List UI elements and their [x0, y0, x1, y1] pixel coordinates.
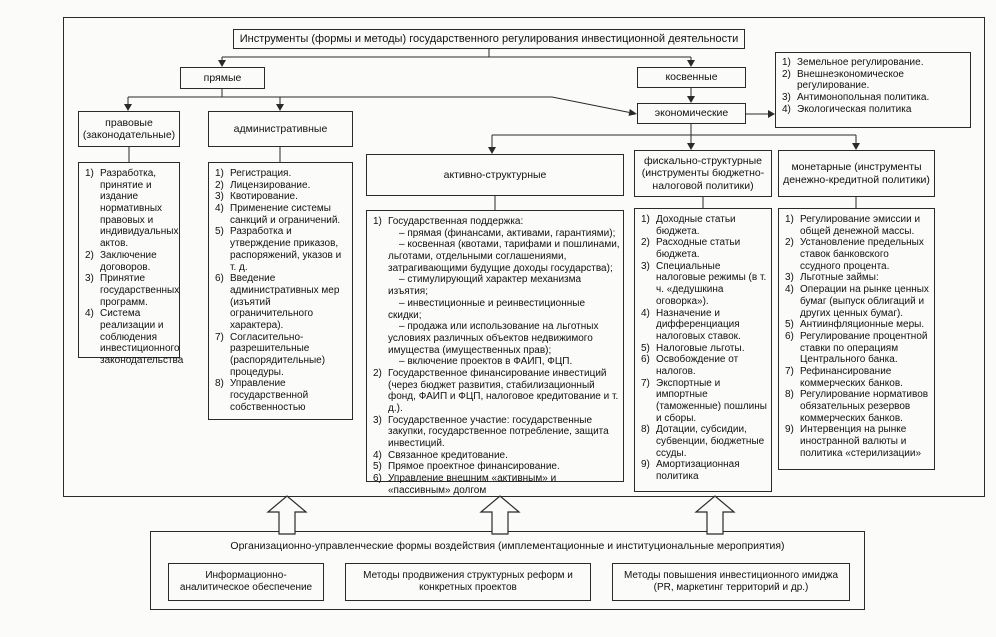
list-item-text: Введение административных мер (изъятий ограничительного характера).	[230, 273, 340, 331]
list-item	[84, 273, 180, 308]
list-item-number: 8)	[785, 389, 794, 401]
list-item-number: 5)	[641, 342, 650, 354]
list-item-number: 4)	[215, 203, 224, 215]
list-item-text: Разработка и утверждение приказов, распоряжений, указов и т. д.	[230, 226, 342, 273]
list-item-text: Управление внешним «активным» и «пассивным» долгом	[388, 473, 557, 496]
list-subitem: – прямая (финансами, активами, гарантиями);	[399, 227, 616, 239]
fiscal-instruments-list	[634, 208, 772, 492]
list-item-number: 3)	[373, 414, 382, 426]
list-item-number: 4)	[641, 307, 650, 319]
list-item-text: Операции на рынке ценных бумаг (выпуск облигаций и других ценных бумаг).	[800, 284, 929, 319]
node-active-structural	[366, 154, 624, 196]
list-item-number: 7)	[215, 331, 224, 343]
list-item	[372, 368, 620, 415]
list-item	[784, 319, 931, 331]
list-item-text: Регулирование эмиссии и общей денежной массы.	[800, 214, 921, 237]
list-item-text: Антимонопольная политика.	[797, 92, 930, 104]
list-item	[784, 272, 931, 284]
list-item-number: 2)	[373, 367, 382, 379]
list-item	[781, 92, 967, 104]
list-item	[84, 168, 179, 250]
list-item-text: Лицензирование.	[230, 179, 311, 191]
info-analytic-support-box	[168, 563, 324, 601]
list-item-number: 9)	[785, 424, 794, 436]
list-item-number: 1)	[782, 57, 791, 68]
list-item	[214, 226, 349, 273]
list-item-number: 1)	[373, 216, 382, 227]
list-item-text: Внешнеэкономическое регулирование.	[797, 68, 904, 92]
node-economic	[637, 103, 746, 124]
list-item-number: 9)	[641, 459, 650, 471]
list-item-text: Назначение и дифференциация налоговых ставок.	[656, 307, 741, 342]
list-item-text: Налоговые льготы.	[656, 342, 745, 354]
node-fiscal-structural-label: фискально-структурные (инструменты бюджетно-налоговой политики)	[641, 155, 765, 192]
node-legal	[78, 111, 180, 147]
list-item-text: Государственное финансирование инвестиций (через бюджет развития, стабилизационный фонд, ФАИП и ФЦП, налоговое кредитование и т. д.).	[388, 367, 619, 414]
list-item-number: 4)	[782, 103, 791, 115]
list-item	[214, 203, 349, 226]
list-item	[640, 378, 768, 425]
list-item-text: Амортизационная политика	[656, 459, 740, 483]
list-item-text: Регистрация.	[230, 168, 292, 179]
list-item	[372, 216, 620, 368]
node-monetary	[778, 150, 935, 197]
node-monetary-label: монетарные (инструменты денежно-кредитной политики)	[783, 161, 930, 186]
list-item-number: 2)	[782, 68, 791, 80]
impact-block-arrows	[268, 496, 734, 534]
node-indirect	[637, 67, 746, 88]
list-item	[640, 343, 768, 355]
list-item-text: Экспортные и импортные (таможенные) пошлины и сборы.	[656, 377, 767, 424]
administrative-instruments-list	[208, 162, 353, 420]
list-item	[640, 308, 768, 343]
list-item-number: 2)	[785, 237, 794, 249]
node-active-structural-label: активно-структурные	[443, 168, 547, 181]
list-item	[640, 459, 768, 482]
reform-promotion-methods-label: Методы продвижения структурных реформ и конкретных проектов	[363, 570, 573, 593]
list-item-text: Управление государственной собственностью	[230, 378, 309, 413]
list-subitem: – инвестиционные и реинвестиционные скидки;	[388, 297, 586, 321]
indirect-regulation-list	[775, 52, 971, 128]
list-item-number: 2)	[641, 237, 650, 249]
node-direct-label: прямые	[203, 71, 242, 84]
list-item-text: Согласительно-разрешительные (распорядительные) процедуры.	[230, 331, 326, 378]
list-item-number: 1)	[785, 214, 794, 225]
list-item-text: Заключение договоров.	[100, 249, 157, 273]
list-item	[784, 237, 931, 272]
info-analytic-support-label: Информационно-аналитическое обеспечение	[179, 570, 313, 593]
list-subitem: – стимулирующий характер механизма изъятия;	[388, 274, 582, 298]
list-item-text: Квотирование.	[230, 191, 298, 203]
diagram-title-box	[233, 29, 745, 49]
list-item-number: 6)	[215, 273, 224, 285]
node-direct	[180, 67, 265, 89]
legal-instruments-list	[78, 162, 184, 366]
list-item-text: Прямое проектное финансирование.	[388, 461, 560, 473]
list-item	[640, 424, 768, 459]
list-item	[84, 250, 176, 273]
reform-promotion-methods-box	[345, 563, 591, 601]
list-item	[372, 461, 620, 473]
list-item-text: Применение системы санкций и ограничений.	[230, 203, 341, 226]
list-item-number: 6)	[373, 473, 382, 485]
list-item	[640, 214, 768, 237]
list-item-text: Дотации, субсидии, субвенции, бюджетные ссуды.	[656, 424, 765, 459]
list-item-text: Регулирование процентной ставки по операциям Центрального банка.	[800, 330, 928, 366]
list-item	[214, 191, 349, 203]
node-legal-label: правовые (законодательные)	[82, 116, 176, 141]
list-item-text: Специальные налоговые режимы (в т. ч. «дедушкина оговорка»).	[656, 260, 767, 307]
list-item-number: 4)	[785, 284, 794, 296]
list-item-number: 7)	[641, 377, 650, 389]
list-item-text: Связанное кредитование.	[388, 449, 508, 461]
list-item	[372, 473, 620, 496]
list-item	[781, 57, 967, 69]
list-item-text: Рефинансирование коммерческих банков.	[800, 365, 903, 389]
list-item	[372, 450, 620, 462]
list-item-text: Установление предельных ставок банковского ссудного процента.	[800, 237, 924, 272]
list-item-text: Интервенция на рынке иностранной валюты и политика «стерилизации»	[800, 424, 922, 459]
list-item-number: 6)	[785, 330, 794, 342]
list-item-text: Принятие государственных программ.	[100, 273, 180, 308]
list-item	[781, 69, 967, 92]
list-item-number: 7)	[785, 365, 794, 377]
list-item	[784, 214, 931, 237]
list-item-number: 3)	[785, 272, 794, 284]
list-item-text: Регулирование нормативов обязательных резервов коммерческих банков.	[800, 389, 929, 424]
list-item	[214, 168, 349, 180]
list-item	[640, 237, 768, 260]
node-indirect-label: косвенные	[665, 71, 718, 84]
node-fiscal-structural	[634, 150, 772, 197]
list-item	[640, 354, 768, 377]
list-item	[84, 308, 184, 366]
list-subitem: – включение проектов в ФАИП, ФЦП.	[399, 356, 573, 368]
monetary-instruments-list	[778, 208, 935, 470]
list-item-number: 2)	[215, 179, 224, 191]
list-item-number: 3)	[782, 92, 791, 104]
list-item	[214, 378, 349, 413]
list-item	[214, 273, 349, 331]
list-item	[784, 389, 931, 424]
list-item-text: Освобождение от налогов.	[656, 354, 739, 377]
list-item-number: 8)	[215, 378, 224, 390]
list-item-number: 1)	[641, 214, 650, 225]
list-item	[640, 261, 768, 308]
investment-image-methods-box	[612, 563, 850, 601]
list-item	[784, 331, 931, 366]
list-item-number: 3)	[215, 191, 224, 203]
node-administrative	[208, 111, 353, 147]
list-item-text: Доходные статьи бюджета.	[656, 214, 736, 237]
list-item-number: 5)	[373, 461, 382, 473]
list-item-number: 1)	[215, 168, 224, 179]
diagram-title: Инструменты (формы и методы) государственного регулирования инвестиционной деятельности	[239, 32, 739, 45]
list-item-text: Экологическая политика	[797, 103, 912, 115]
block-arrow-up-center	[481, 496, 519, 534]
list-subitem: – продажа или использование на льготных условиях различных объектов недвижимого имущества (имущественных прав);	[388, 321, 599, 356]
list-item-text: Разработка, принятие и издание нормативных правовых и индивидуальных актов.	[100, 168, 179, 250]
organizational-forms-title: Организационно-управленческие формы воздействия (имплементационные и институциональные мероприятия)	[230, 540, 785, 552]
list-item-text: Государственная поддержка: – прямая (финансами, активами, гарантиями); – косвенная (квотами, тарифами и пошлинами, льготами, отдельными соглашениями, затрагивающими будущие доходы государства); – стимулирующий характер механизма изъятия; – инвестиционные и реинвестиционные скидки; – продажа или использование на льготных условиях различных объектов недвижимого имущества (имущественных прав); – включение проектов в ФАИП, ФЦП.	[388, 216, 620, 368]
node-administrative-label: административные	[233, 122, 328, 135]
list-item-number: 4)	[373, 449, 382, 461]
list-item-text: Земельное регулирование.	[797, 57, 924, 68]
node-economic-label: экономические	[654, 107, 729, 120]
active-structural-instruments-list	[366, 210, 624, 496]
block-arrow-up-right	[696, 496, 734, 534]
list-item-number: 5)	[785, 319, 794, 331]
list-item	[784, 284, 931, 319]
list-item	[214, 180, 349, 192]
list-item-number: 6)	[641, 354, 650, 366]
list-item-number: 4)	[85, 308, 94, 320]
block-arrow-up-left	[268, 496, 306, 534]
list-item-text: Система реализации и соблюдения инвестиционного законодательства	[100, 308, 184, 366]
list-item	[372, 415, 620, 450]
list-item-text: Льготные займы:	[800, 272, 879, 284]
list-item	[784, 366, 931, 389]
list-item	[781, 104, 967, 116]
list-item-text: Расходные статьи бюджета.	[656, 237, 741, 261]
list-item-number: 8)	[641, 424, 650, 436]
investment-image-methods-label: Методы повышения инвестиционного имиджа (PR, маркетинг территорий и др.)	[623, 570, 839, 593]
list-item-number: 3)	[641, 260, 650, 272]
list-item-text: Государственное участие: государственные закупки, государственное потребление, защита инвестиций.	[388, 414, 609, 450]
list-item-number: 5)	[215, 226, 224, 238]
list-item	[784, 424, 931, 459]
list-item-number: 2)	[85, 249, 94, 261]
list-item-number: 3)	[85, 273, 94, 285]
list-item	[214, 332, 349, 379]
list-item-number: 1)	[85, 168, 94, 179]
list-subitem: – косвенная (квотами, тарифами и пошлинами, льготами, отдельными соглашениями, затрагивающими будущие доходы государства);	[388, 239, 620, 274]
list-item-text: Антиинфляционные меры.	[800, 319, 925, 331]
